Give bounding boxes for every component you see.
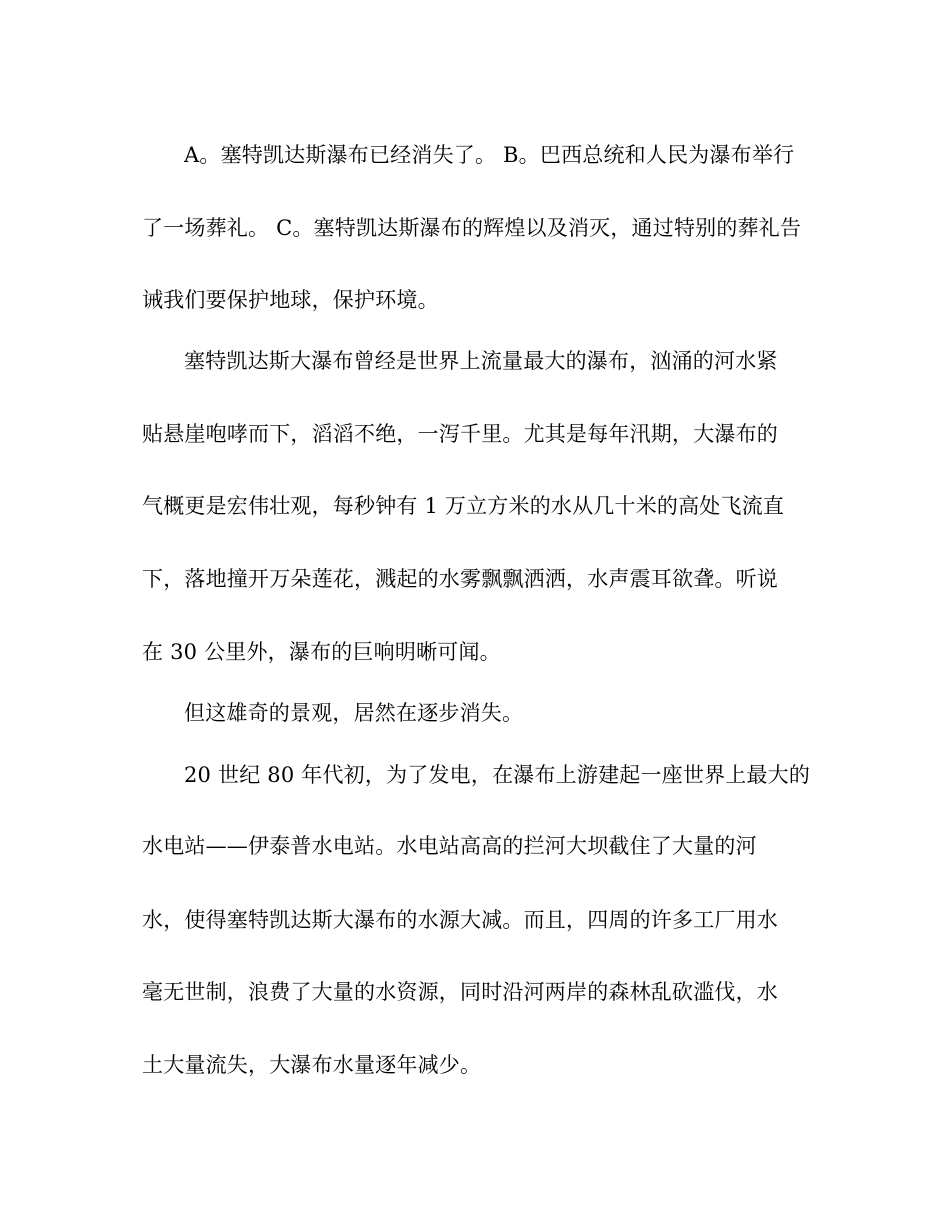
paragraph-2-line-5: 在 30 公里外，瀑布的巨响明晰可闻。 (142, 640, 501, 664)
paragraph-4-line-3: 水，使得塞特凯达斯大瀑布的水源大减。而且，四周的许多工厂用水 (142, 908, 778, 932)
paragraph-1-line-1: A。塞特凯达斯瀑布已经消失了。 B。巴西总统和人民为瀑布举行 (184, 143, 795, 167)
paragraph-1-line-2: 了一场葬礼。 C。塞特凯达斯瀑布的辉煌以及消灭，通过特别的葬礼告 (142, 216, 802, 240)
paragraph-1-line-3: 诫我们要保护地球，保护环境。 (142, 288, 439, 312)
paragraph-4-line-2: 水电站——伊泰普水电站。水电站高高的拦河大坝截住了大量的河 (142, 834, 757, 858)
paragraph-4-line-5: 土大量流失，大瀑布水量逐年减少。 (142, 1053, 482, 1077)
paragraph-2-line-3: 气概更是宏伟壮观，每秒钟有 1 万立方米的水从几十米的高处飞流直 (142, 494, 785, 518)
paragraph-2-line-1: 塞特凯达斯大瀑布曾经是世界上流量最大的瀑布，汹涌的河水紧 (184, 349, 778, 373)
paragraph-2-line-2: 贴悬崖咆哮而下，滔滔不绝，一泻千里。尤其是每年汛期，大瀑布的 (142, 422, 778, 446)
paragraph-4-line-4: 毫无世制，浪费了大量的水资源，同时沿河两岸的森林乱砍滥伐，水 (142, 980, 778, 1004)
paragraph-4-line-1: 20 世纪 80 年代初，为了发电，在瀑布上游建起一座世界上最大的 (184, 763, 811, 787)
paragraph-2-line-4: 下，落地撞开万朵莲花，溅起的水雾飘飘洒洒，水声震耳欲聋。听说 (142, 567, 778, 591)
paragraph-3-line-1: 但这雄奇的景观，居然在逐步消失。 (184, 701, 524, 725)
